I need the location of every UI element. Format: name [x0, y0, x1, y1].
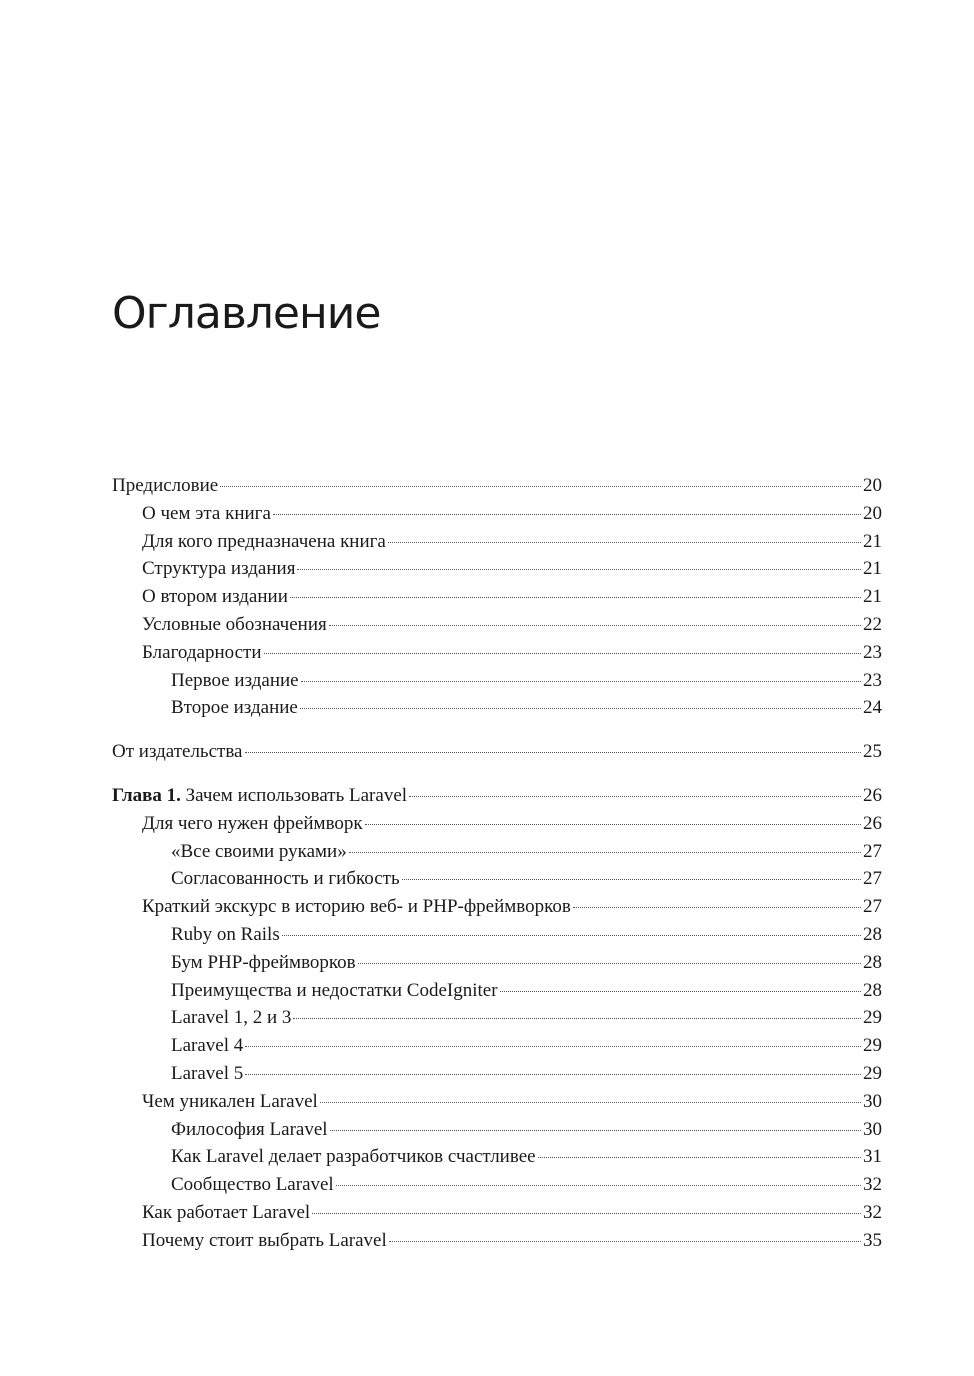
- dot-leader: [282, 935, 861, 936]
- dot-leader: [220, 486, 861, 487]
- toc-entry[interactable]: [112, 694, 882, 722]
- dot-leader: [245, 1074, 861, 1075]
- chapter-number: Глава 1.: [112, 784, 181, 806]
- toc-entry-page: 23: [863, 641, 882, 663]
- toc-entry-title: Предисловие: [112, 475, 219, 496]
- toc-entry-title: Условные обозначения: [142, 613, 327, 635]
- dot-leader: [245, 1046, 861, 1047]
- toc-entry[interactable]: [112, 500, 882, 528]
- toc-entry-page: 21: [863, 558, 882, 580]
- toc-entry-page: 28: [863, 951, 882, 973]
- toc-entry[interactable]: [112, 838, 882, 866]
- toc-entry-title: О чем эта книга: [142, 502, 271, 524]
- dot-leader: [264, 653, 862, 654]
- toc-entry-title: Согласованность и гибкость: [171, 868, 400, 890]
- toc-entry[interactable]: [112, 1004, 882, 1032]
- table-of-contents: [112, 472, 882, 1255]
- toc-entry-title: Краткий экскурс в историю веб- и PHP-фреймворков: [142, 896, 571, 918]
- dot-leader: [336, 1185, 861, 1186]
- toc-entry-title: Как Laravel делает разработчиков счастливее: [171, 1146, 536, 1168]
- toc-entry-page: 25: [863, 741, 882, 763]
- toc-entry-title: Ruby on Rails: [171, 923, 280, 945]
- toc-entry-page: 27: [863, 868, 882, 890]
- toc-entry[interactable]: [112, 1199, 882, 1227]
- dot-leader: [358, 963, 861, 964]
- dot-leader: [349, 852, 861, 853]
- toc-entry-title: Как работает Laravel: [142, 1201, 311, 1223]
- toc-entry-title: Преимущества и недостатки CodeIgniter: [171, 979, 498, 1001]
- dot-leader: [329, 625, 861, 626]
- toc-entry-chapter-1[interactable]: [112, 782, 882, 810]
- toc-entry-title: Структура издания: [142, 558, 296, 580]
- dot-leader: [300, 708, 861, 709]
- dot-leader: [330, 1130, 861, 1131]
- dot-leader: [301, 681, 861, 682]
- toc-entry-title: Laravel 4: [171, 1035, 244, 1057]
- toc-entry-page: 29: [863, 1007, 882, 1029]
- toc-entry[interactable]: [112, 893, 882, 921]
- dot-leader: [293, 1018, 861, 1019]
- toc-entry-title: О втором издании: [142, 586, 288, 608]
- toc-entry-page: 21: [863, 530, 882, 552]
- toc-entry[interactable]: [112, 667, 882, 695]
- toc-entry-page: 21: [863, 586, 882, 608]
- toc-entry-title: Для чего нужен фреймворк: [142, 812, 363, 834]
- toc-entry[interactable]: [112, 611, 882, 639]
- toc-entry[interactable]: [112, 583, 882, 611]
- toc-entry[interactable]: [112, 555, 882, 583]
- toc-entry[interactable]: [112, 1088, 882, 1116]
- toc-entry-title: [112, 782, 407, 810]
- dot-leader: [402, 879, 861, 880]
- toc-entry-page: 23: [863, 669, 882, 691]
- toc-entry-page: 26: [863, 784, 882, 806]
- toc-entry[interactable]: [112, 1171, 882, 1199]
- toc-entry-page: 29: [863, 1062, 882, 1084]
- toc-entry-page: 32: [863, 1174, 882, 1196]
- toc-entry-title: Второе издание: [171, 697, 298, 719]
- dot-leader: [538, 1157, 861, 1158]
- dot-leader: [389, 1241, 861, 1242]
- dot-leader: [312, 1213, 861, 1214]
- toc-entry[interactable]: [112, 977, 882, 1005]
- dot-leader: [365, 824, 861, 825]
- page-title: Оглавление: [112, 288, 381, 339]
- toc-entry-title: Почему стоит выбрать Laravel: [142, 1229, 387, 1251]
- dot-leader: [320, 1102, 861, 1103]
- toc-entry-page: 28: [863, 923, 882, 945]
- toc-entry-title: Laravel 5: [171, 1062, 244, 1084]
- toc-entry-page: 32: [863, 1201, 882, 1223]
- toc-entry-preface[interactable]: [112, 472, 882, 500]
- toc-entry-page: 20: [863, 502, 882, 524]
- toc-entry-page: 27: [863, 896, 882, 918]
- toc-entry-title: Благодарности: [142, 641, 262, 663]
- toc-entry[interactable]: [112, 1060, 882, 1088]
- toc-entry[interactable]: [112, 1227, 882, 1255]
- toc-entry-title: Философия Laravel: [171, 1118, 328, 1140]
- toc-entry-title: Чем уникален Laravel: [142, 1090, 318, 1112]
- toc-entry-page: 29: [863, 1035, 882, 1057]
- dot-leader: [573, 907, 861, 908]
- dot-leader: [297, 569, 861, 570]
- toc-entry-title: Первое издание: [171, 669, 299, 691]
- toc-entry-page: 31: [863, 1146, 882, 1168]
- toc-entry-page: 27: [863, 840, 882, 862]
- dot-leader: [388, 542, 861, 543]
- toc-entry[interactable]: [112, 921, 882, 949]
- toc-entry-title: «Все своими руками»: [171, 840, 347, 862]
- dot-leader: [273, 514, 861, 515]
- toc-entry-page: 30: [863, 1090, 882, 1112]
- toc-entry[interactable]: [112, 865, 882, 893]
- toc-entry[interactable]: [112, 639, 882, 667]
- toc-entry[interactable]: [112, 949, 882, 977]
- toc-entry-title: Для кого предназначена книга: [142, 530, 386, 552]
- toc-entry[interactable]: [112, 810, 882, 838]
- dot-leader: [290, 597, 861, 598]
- toc-entry-title: От издательства: [112, 741, 243, 763]
- toc-entry[interactable]: [112, 1032, 882, 1060]
- toc-entry-page: 28: [863, 979, 882, 1001]
- dot-leader: [409, 796, 861, 797]
- toc-entry-title: Laravel 1, 2 и 3: [171, 1007, 292, 1029]
- toc-entry-page: 20: [863, 475, 882, 496]
- toc-entry[interactable]: [112, 1143, 882, 1171]
- toc-entry-page: 35: [863, 1229, 882, 1251]
- toc-entry[interactable]: [112, 528, 882, 556]
- toc-entry[interactable]: [112, 1116, 882, 1144]
- toc-entry-title: Бум PHP-фреймворков: [171, 951, 356, 973]
- toc-entry-page: 22: [863, 613, 882, 635]
- toc-entry-page: 30: [863, 1118, 882, 1140]
- dot-leader: [500, 991, 861, 992]
- toc-entry-title: Сообщество Laravel: [171, 1174, 334, 1196]
- toc-entry-page: 26: [863, 812, 882, 834]
- dot-leader: [245, 752, 862, 753]
- toc-entry-page: 24: [863, 697, 882, 719]
- toc-entry-publisher[interactable]: [112, 738, 882, 766]
- chapter-title: Зачем использовать Laravel: [185, 784, 408, 806]
